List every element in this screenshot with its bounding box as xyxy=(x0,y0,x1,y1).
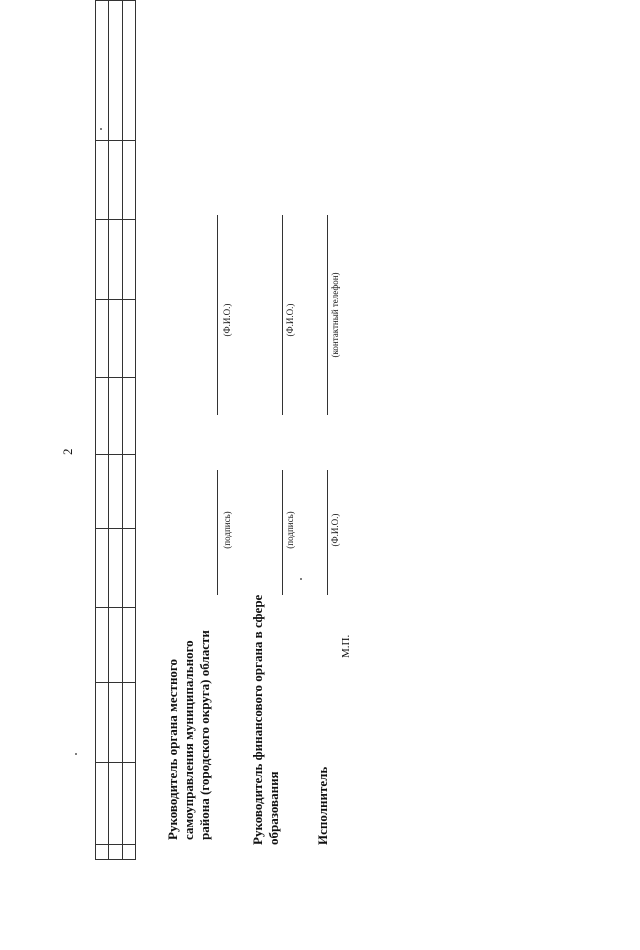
table-row xyxy=(123,1,136,860)
phone-line xyxy=(327,215,328,415)
signature-title-head-of-local-government: Руководитель органа местного самоуправления муниципального района (городского округа) области xyxy=(165,630,212,840)
scan-speck xyxy=(300,578,302,580)
name-caption: (Ф.И.О.) xyxy=(330,513,340,547)
scan-speck xyxy=(100,128,102,130)
name-line xyxy=(327,470,328,595)
name-caption: (Ф.И.О.) xyxy=(285,303,295,337)
name-line xyxy=(217,215,218,415)
table-row xyxy=(96,1,109,860)
name-line xyxy=(282,215,283,415)
signature-title-executor: Исполнитель xyxy=(315,766,330,845)
name-caption: (Ф.И.О.) xyxy=(222,303,232,337)
page-number: 2 xyxy=(60,448,75,455)
signature-line xyxy=(282,470,283,595)
stamp-mark: М.П. xyxy=(340,634,352,658)
phone-caption: (контактный телефон) xyxy=(330,272,340,358)
table-row xyxy=(109,1,123,860)
signature-title-head-of-finance: Руководитель финансового органа в сфере образования xyxy=(250,594,281,845)
signature-line xyxy=(217,470,218,595)
signature-caption: (подпись) xyxy=(285,511,295,549)
signature-caption: (подпись) xyxy=(222,511,232,549)
scan-speck xyxy=(75,753,77,755)
